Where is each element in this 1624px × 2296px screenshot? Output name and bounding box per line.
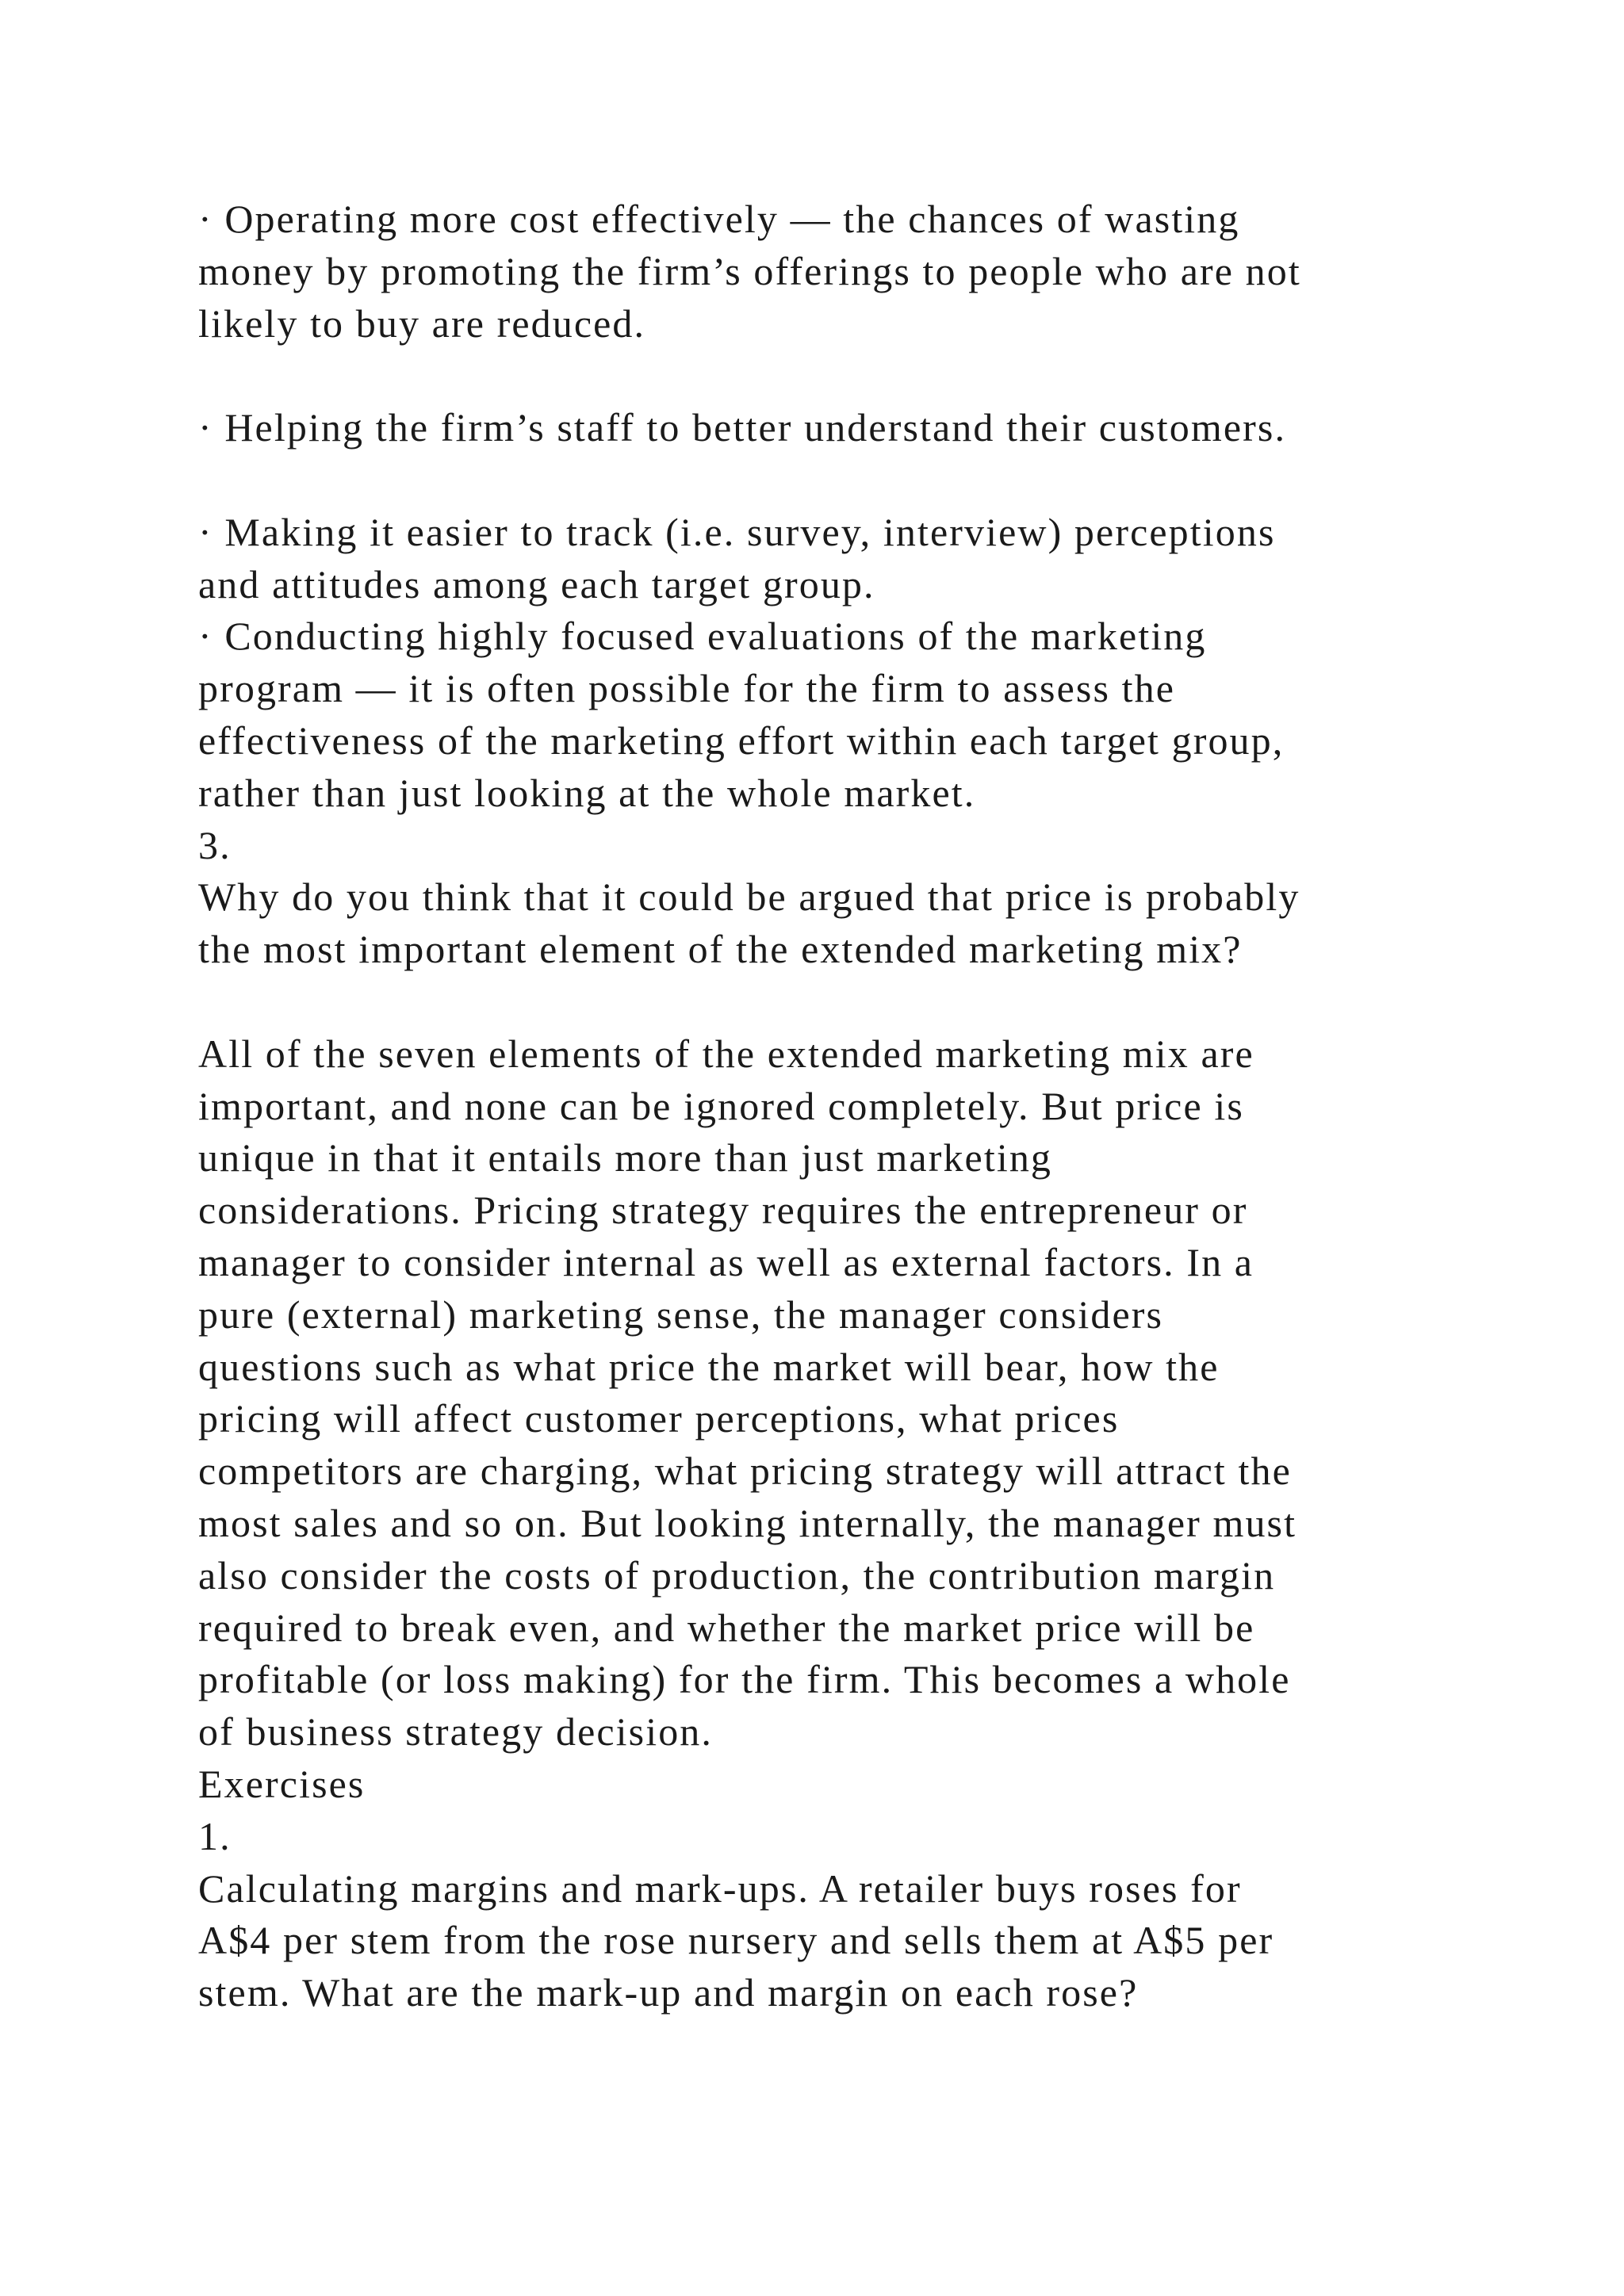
question-text: Why do you think that it could be argued that price is probably <box>198 874 1300 920</box>
text-line: All of the seven elements of the extended marketing mix are <box>198 1031 1254 1076</box>
text-line: manager to consider internal as well as external factors. In a <box>198 1239 1254 1284</box>
text-line: money by promoting the firm’s offerings to people who are not <box>198 248 1301 293</box>
exercise-text: Calculating margins and mark-ups. A retailer buys roses for <box>198 1866 1242 1911</box>
text-line: effectiveness of the marketing effort within each target group, <box>198 718 1285 763</box>
text-line: of business strategy decision. <box>198 1709 714 1755</box>
text-line: · Conducting highly focused evaluations of the marketing <box>198 614 1207 659</box>
question-text: the most important element of the extended marketing mix? <box>198 927 1243 972</box>
exercise-text: stem. What are the mark-up and margin on each rose? <box>198 1970 1139 2015</box>
text-line: · Operating more cost effectively — the chances of wasting <box>198 197 1240 241</box>
text-line: pricing will affect customer perceptions, what prices <box>198 1396 1120 1441</box>
text-line: required to break even, and whether the market price will be <box>198 1605 1255 1650</box>
blank-line <box>198 976 1499 1028</box>
text-line: · Helping the firm’s staff to better understand their customers. <box>198 405 1287 450</box>
section-heading: Exercises <box>198 1761 366 1806</box>
text-line: unique in that it entails more than just marketing <box>198 1135 1053 1181</box>
text-line: and attitudes among each target group. <box>198 561 875 607</box>
text-line: profitable (or loss making) for the firm. This becomes a whole <box>198 1657 1291 1702</box>
blank-line <box>198 350 1499 402</box>
question-number: 3. <box>198 822 232 867</box>
text-line: also consider the costs of production, the contribution margin <box>198 1552 1276 1598</box>
text-line: important, and none can be ignored completely. But price is <box>198 1083 1244 1128</box>
blank-line <box>198 454 1499 507</box>
document-body <box>198 193 1499 2019</box>
exercise-text: A$4 per stem from the rose nursery and sells them at A$5 per <box>198 1918 1274 1963</box>
text-line: most sales and so on. But looking internally, the manager must <box>198 1500 1297 1545</box>
text-line: program — it is often possible for the firm to assess the <box>198 666 1176 711</box>
text-line: competitors are charging, what pricing strategy will attract the <box>198 1448 1292 1494</box>
text-line: · Making it easier to track (i.e. survey, interview) perceptions <box>198 509 1276 554</box>
text-line: questions such as what price the market will bear, how the <box>198 1344 1220 1389</box>
exercise-number: 1. <box>198 1813 232 1858</box>
text-line: likely to buy are reduced. <box>198 300 646 346</box>
text-line: considerations. Pricing strategy requires the entrepreneur or <box>198 1188 1248 1233</box>
text-line: rather than just looking at the whole market. <box>198 770 976 815</box>
text-line: pure (external) marketing sense, the manager considers <box>198 1292 1164 1337</box>
